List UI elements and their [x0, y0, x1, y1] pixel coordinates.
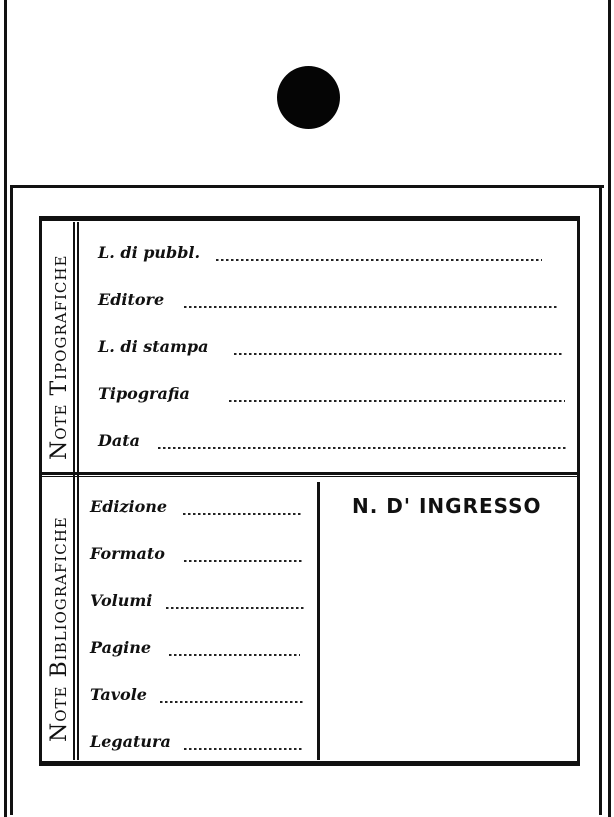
field-line-volumi[interactable] [166, 607, 304, 609]
field-line-formato[interactable] [184, 560, 304, 562]
field-line-editore[interactable] [184, 306, 558, 308]
field-line-pagine[interactable] [169, 654, 300, 656]
section-divider-inner [42, 476, 577, 477]
field-label-tipografia: Tipografia [98, 384, 190, 403]
field-label-volumi: Volumi [90, 591, 153, 610]
field-label-legatura: Legatura [90, 732, 171, 751]
note-bibliografiche-label: Note Bibliografiche [47, 516, 72, 742]
note-tipografiche-label: Note Tipografiche [47, 254, 72, 460]
field-label-data: Data [98, 431, 140, 450]
punch-hole [277, 66, 340, 129]
field-line-legatura[interactable] [184, 748, 303, 750]
field-label-editore: Editore [98, 290, 165, 309]
card-pocket-right-edge [599, 185, 602, 815]
field-line-edizione[interactable] [183, 513, 303, 515]
label-column-rule-inner [77, 222, 79, 760]
field-line-tipografia[interactable] [229, 400, 565, 402]
field-line-tavole[interactable] [160, 701, 303, 703]
frame-double-rule-top [39, 219, 580, 221]
numero-ingresso-label: N. D' INGRESSO [352, 494, 542, 518]
ingresso-column-divider [317, 482, 320, 760]
label-column-rule [73, 222, 75, 760]
field-label-pagine: Pagine [90, 638, 152, 657]
section-divider [42, 472, 577, 475]
card-pocket-left-edge [10, 185, 13, 815]
field-label-formato: Formato [90, 544, 165, 563]
card-tab-edge [10, 185, 604, 188]
field-line-luogo-stampa[interactable] [234, 353, 564, 355]
field-label-luogo-pubblicazione: L. di pubbl. [98, 243, 201, 262]
field-label-edizione: Edizione [90, 497, 168, 516]
field-label-tavole: Tavole [90, 685, 147, 704]
field-line-data[interactable] [158, 447, 566, 449]
field-line-luogo-pubblicazione[interactable] [216, 259, 542, 261]
frame-double-rule-bottom [39, 761, 580, 763]
field-label-luogo-stampa: L. di stampa [98, 337, 209, 356]
